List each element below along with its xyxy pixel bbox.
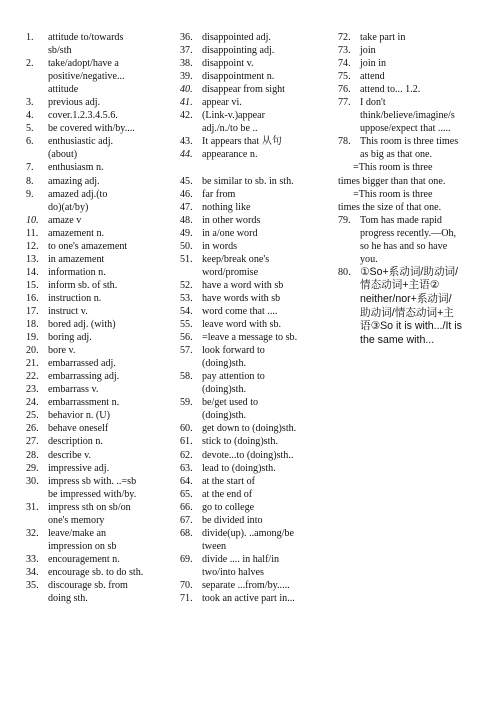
item-number: 39. [180,71,193,83]
list-item: 5. be covered with/by.... [26,123,135,135]
list-item: 51. keep/break one's word/promise [180,253,270,278]
list-item: 53. have words with sb [180,292,281,304]
item-number: 53. [180,292,193,304]
list-item: 30. impress sb with. ..=sb be impressed with/by. [26,475,137,500]
item-number: 77. [338,97,351,109]
item-number: 47. [180,201,193,213]
list-item: 47. nothing like [180,201,251,213]
list-item: 52. have a word with sb [180,279,284,291]
item-number: 49. [180,227,193,239]
list-item: 72. take part in [338,32,406,43]
item-number: 78. [338,136,351,148]
item-number: 35. [26,579,39,591]
item-number: 26. [26,423,39,435]
list-item: 31. impress sth on sb/on one's memory [26,501,131,526]
list-item: 16. instruction n. [26,292,102,304]
list-item: 18. bored adj. (with) [26,319,116,331]
item-number: 65. [180,488,193,500]
item-number: 17. [26,305,39,317]
item-number: 21. [26,358,39,370]
list-item: 76. attend to... 1.2. [338,84,421,96]
list-item: 45. be similar to sb. in sth. [180,175,294,187]
list-item: 15. inform sb. of sth. [26,279,118,291]
list-item [180,161,330,174]
column-2 [180,31,330,605]
item-number: 48. [180,214,193,226]
item-number: 74. [338,58,351,70]
item-number: 71. [180,593,193,605]
list-item: 4. cover.1.2.3.4.5.6. [26,110,118,122]
list-item: 20. bore v. [26,345,76,357]
item-number: 63. [180,462,193,474]
list-item: 3. previous adj. [26,97,101,109]
column-1 [26,31,174,605]
list-item: 24. embarrassment n. [26,397,120,409]
item-number: 70. [180,579,193,591]
item-number: 40. [180,84,193,96]
item-number: 80. [338,266,351,278]
item-number: 76. [338,84,351,96]
item-number: 45. [180,175,193,187]
list-item: 14. information n. [26,266,106,278]
item-number: 28. [26,449,39,461]
list-item: 73. join [338,45,376,57]
list-item: 37. disappointing adj. [180,45,275,57]
item-number: 43. [180,136,193,148]
list-item: 59. be/get used to (doing)sth. [180,397,259,422]
item-number: 22. [26,371,39,383]
item-number: 44. [180,149,193,161]
list-item: 7. enthusiasm n. [26,162,104,174]
item-number: 12. [26,240,39,252]
list-item: 77. I don't think/believe/imagine/s uppose/expect that ..... [338,97,455,135]
list-item: 40. disappear from sight [180,84,285,96]
list-item: 61. stick to (doing)sth. [180,436,278,448]
item-number: 19. [26,332,39,344]
item-number: 31. [26,501,39,513]
list-item: 57. look forward to (doing)sth. [180,345,265,370]
list-item: 49. in a/one word [180,227,258,239]
list-item: 55. leave word with sb. [180,319,282,331]
item-number: 55. [180,319,193,331]
item-number: 72. [338,32,351,43]
list-item: 67. be divided into [180,514,263,526]
item-number: 54. [180,305,193,317]
list-item: 66. go to college [180,501,255,513]
item-number: 33. [26,553,39,565]
item-number: 46. [180,188,193,200]
list-item: 64. at the start of [180,475,255,487]
item-number: 32. [26,527,39,539]
item-number: 18. [26,319,39,331]
item-number: 25. [26,410,39,422]
list-item: 17. instruct v. [26,305,88,317]
list-item: 6. enthusiastic adj. (about) [26,136,114,161]
item-number: 61. [180,436,193,448]
item-number: 5. [26,123,34,135]
list-item: 19. boring adj. [26,332,92,344]
list-item: 9. amazed adj.(to do)(at/by) [26,188,108,213]
item-number: 10. [26,214,39,226]
item-number: 42. [180,110,193,122]
list-item: 46. far from [180,188,236,200]
item-number: 79. [338,214,351,226]
item-number: 3. [26,97,34,109]
list-item: 60. get down to (doing)sth. [180,423,297,435]
list-item: 21. embarrassed adj. [26,358,116,370]
item-number: 52. [180,279,193,291]
list-item: 10. amaze v [26,214,82,226]
list-item: 28. describe v. [26,449,92,461]
item-number: 7. [26,162,34,174]
list-item: 43. It appears that 从句 [180,136,282,148]
item-number: 8. [26,175,34,187]
item-number: 13. [26,253,39,265]
list-item: 32. leave/make an impression on sb [26,527,117,552]
item-number: 69. [180,553,193,565]
item-number: 16. [26,292,39,304]
list-item: 56. =leave a message to sb. [180,332,298,344]
list-item: 39. disappointment n. [180,71,275,83]
list-item: 23. embarrass v. [26,384,99,396]
item-number: 58. [180,371,193,383]
item-number: 66. [180,501,193,513]
item-number: 30. [26,475,39,487]
list-item: 44. appearance n. [180,149,258,161]
list-item: 22. embarrassing adj. [26,371,120,383]
list-item: 58. pay attention to (doing)sth. [180,371,265,396]
item-number: 1. [26,32,34,43]
list-item: 2. take/adopt/have a positive/negative... attitude [26,58,125,96]
column-3 [338,31,488,347]
list-item: 54. word come that .... [180,305,278,317]
item-number: 38. [180,58,193,70]
list-item: 70. separate ...from/by..... [180,579,290,591]
list-item: 75. attend [338,71,385,83]
list-item: 69. divide .... in half/in two/into halves [180,553,280,578]
item-number: 68. [180,527,193,539]
item-number: 57. [180,345,193,357]
list-item: 80. ①So+系动词/助动词/ 情态动词+主语② neither/nor+系动词/ 助动词/情态动词+主 语③So it is with.../It is the same with... [338,265,462,346]
item-number: 29. [26,462,39,474]
item-number: 56. [180,332,193,344]
item-number: 36. [180,32,193,43]
list-item: 25. behavior n. (U) [26,410,110,422]
list-item: 27. description n. [26,436,103,448]
list-item: 63. lead to (doing)sth. [180,462,276,474]
item-number: 51. [180,253,193,265]
item-number: 75. [338,71,351,83]
item-number: 23. [26,384,39,396]
list-item: 68. divide(up). ..among/be tween [180,527,294,552]
item-number: 11. [26,227,39,239]
item-number: 4. [26,110,34,122]
list-item: 71. took an active part in... [180,593,295,605]
list-item: 26. behave oneself [26,423,109,435]
list-item: 65. at the end of [180,488,253,500]
item-number: 37. [180,45,193,57]
item-number: 34. [26,566,39,578]
item-number: 64. [180,475,193,487]
list-item: 41. appear vi. [180,97,242,109]
item-number: 9. [26,188,34,200]
item-number: 24. [26,397,39,409]
item-number: 50. [180,240,193,252]
item-number: 73. [338,45,351,57]
item-number: 60. [180,423,193,435]
item-number: 27. [26,436,39,448]
item-number: 67. [180,514,193,526]
list-item: 12. to one's amazement [26,240,128,252]
list-item: 29. impressive adj. [26,462,110,474]
list-item: 34. encourage sb. to do sth. [26,566,144,578]
item-number: 6. [26,136,34,148]
list-item: 13. in amazement [26,253,105,265]
item-number: 15. [26,279,39,291]
item-number: 20. [26,345,39,357]
list-item: 8. amazing adj. [26,175,100,187]
list-item: 11. amazement n. [26,227,105,239]
list-item: 36. disappointed adj. [180,32,271,43]
list-item: 48. in other words [180,214,261,226]
list-item: 79. Tom has made rapid progress recently.—Oh, so he has and so have you. [338,214,457,265]
list-item: 50. in words [180,240,238,252]
list-item: 38. disappoint v. [180,58,254,70]
list-item: 35. discourage sb. from doing sth. [26,579,128,605]
item-number: 14. [26,266,39,278]
item-number: 41. [180,97,193,109]
item-number: 62. [180,449,193,461]
list-item: 62. devote...to (doing)sth.. [180,449,294,461]
list-item: 1. attitude to/towards sb/sth [26,32,124,57]
list-item-continuation: =This room is three times bigger than that one. =This room is three times the size of that one. [338,162,446,213]
item-number: 59. [180,397,193,409]
list-item: 74. join in [338,58,387,70]
list-item: 78. This room is three times as big as that one. [338,136,459,161]
list-item: 33. encouragement n. [26,553,120,565]
list-item: 42. (Link-v.)appear adj./n./to be .. [180,110,265,135]
item-number: 2. [26,58,34,70]
